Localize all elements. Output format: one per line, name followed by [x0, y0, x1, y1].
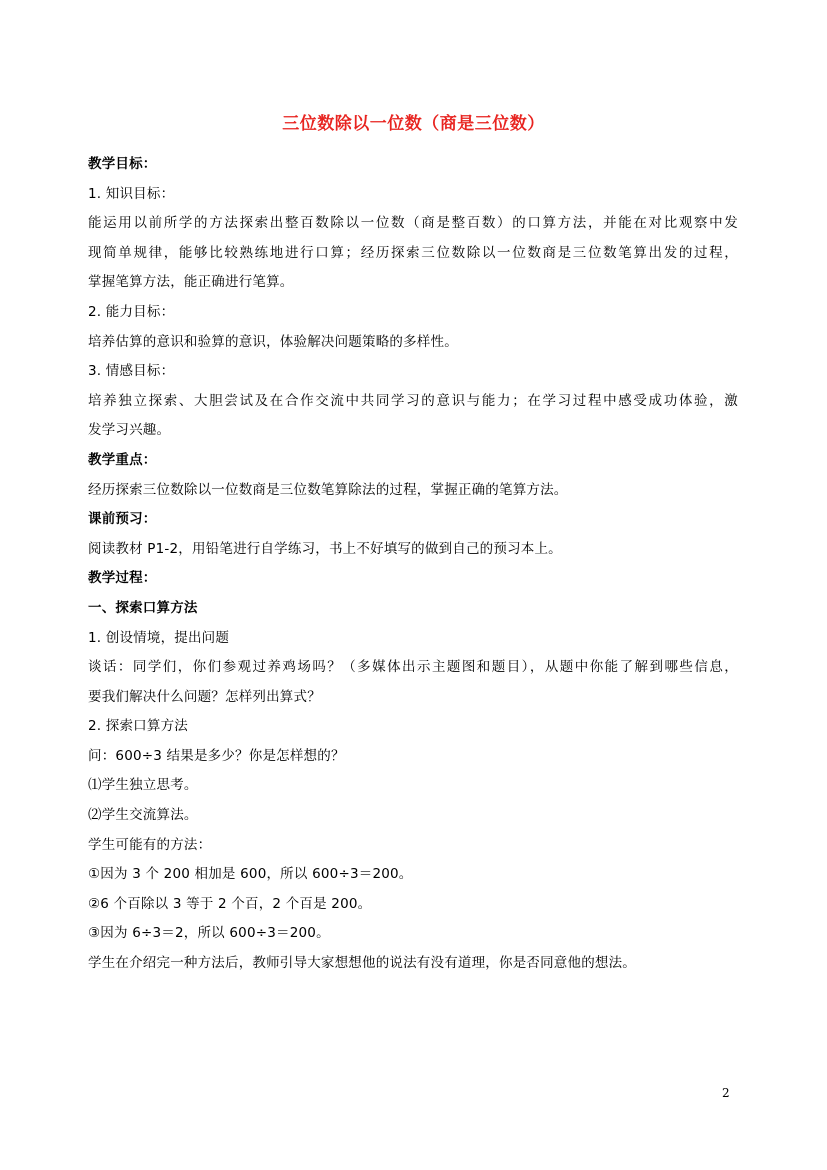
- page-number: 2: [722, 1086, 730, 1100]
- body-content: [88, 150, 738, 979]
- paragraph-line: 教学目标：: [88, 156, 157, 172]
- paragraph-line: 现简单规律，能够比较熟练地进行口算；经历探索三位数除以一位数商是三位数笔算出发的过程，: [88, 244, 738, 261]
- paragraph-line: 要我们解决什么问题？怎样列出算式？: [88, 688, 321, 705]
- paragraph-line: 掌握笔算方法，能正确进行笔算。: [88, 274, 294, 291]
- paragraph-line: 2. 能力目标：: [88, 303, 175, 320]
- paragraph-line: ⑴学生独立思考。: [88, 777, 198, 794]
- paragraph-line: ①因为 3 个 200 相加是 600，所以 600÷3＝200。: [88, 866, 413, 883]
- paragraph-line: 谈话：同学们，你们参观过养鸡场吗？（多媒体出示主题图和题目），从题中你能了解到哪些信息，: [88, 659, 738, 676]
- paragraph-line: ②6 个百除以 3 等于 2 个百，2 个百是 200。: [88, 895, 372, 912]
- paragraph-line: 3. 情感目标：: [88, 363, 175, 380]
- paragraph-line: 1. 知识目标：: [88, 185, 175, 202]
- page-title: 三位数除以一位数（商是三位数）: [282, 114, 545, 134]
- paragraph-line: 培养独立探索、大胆尝试及在合作交流中共同学习的意识与能力；在学习过程中感受成功体验，激: [88, 392, 738, 409]
- paragraph-line: 发学习兴趣。: [88, 422, 171, 439]
- paragraph-line: 学生可能有的方法：: [88, 836, 212, 853]
- paragraph-line: 培养估算的意识和验算的意识，体验解决问题策略的多样性。: [88, 333, 458, 350]
- paragraph-line: ③因为 6÷3＝2，所以 600÷3＝200。: [88, 925, 330, 942]
- paragraph-line: 问：600÷3 结果是多少？你是怎样想的？: [88, 747, 345, 764]
- paragraph-line: 2. 探索口算方法: [88, 718, 188, 735]
- paragraph-line: 经历探索三位数除以一位数商是三位数笔算除法的过程，掌握正确的笔算方法。: [88, 481, 568, 498]
- paragraph-line: 一、探索口算方法: [88, 599, 198, 616]
- paragraph-line: 学生在介绍完一种方法后，教师引导大家想想他的说法有没有道理，你是否同意他的想法。: [88, 955, 636, 972]
- paragraph-line: 能运用以前所学的方法探索出整百数除以一位数（商是整百数）的口算方法，并能在对比观察中发: [88, 215, 738, 232]
- paragraph-line: 课前预习：: [88, 511, 157, 528]
- paragraph-line: 教学过程：: [88, 570, 157, 587]
- paragraph-line: ⑵学生交流算法。: [88, 807, 198, 824]
- paragraph-line: 1. 创设情境，提出问题: [88, 629, 230, 646]
- paragraph-line: 阅读教材 P1-2，用铅笔进行自学练习，书上不好填写的做到自己的预习本上。: [88, 540, 562, 557]
- paragraph-line: 教学重点：: [88, 451, 157, 468]
